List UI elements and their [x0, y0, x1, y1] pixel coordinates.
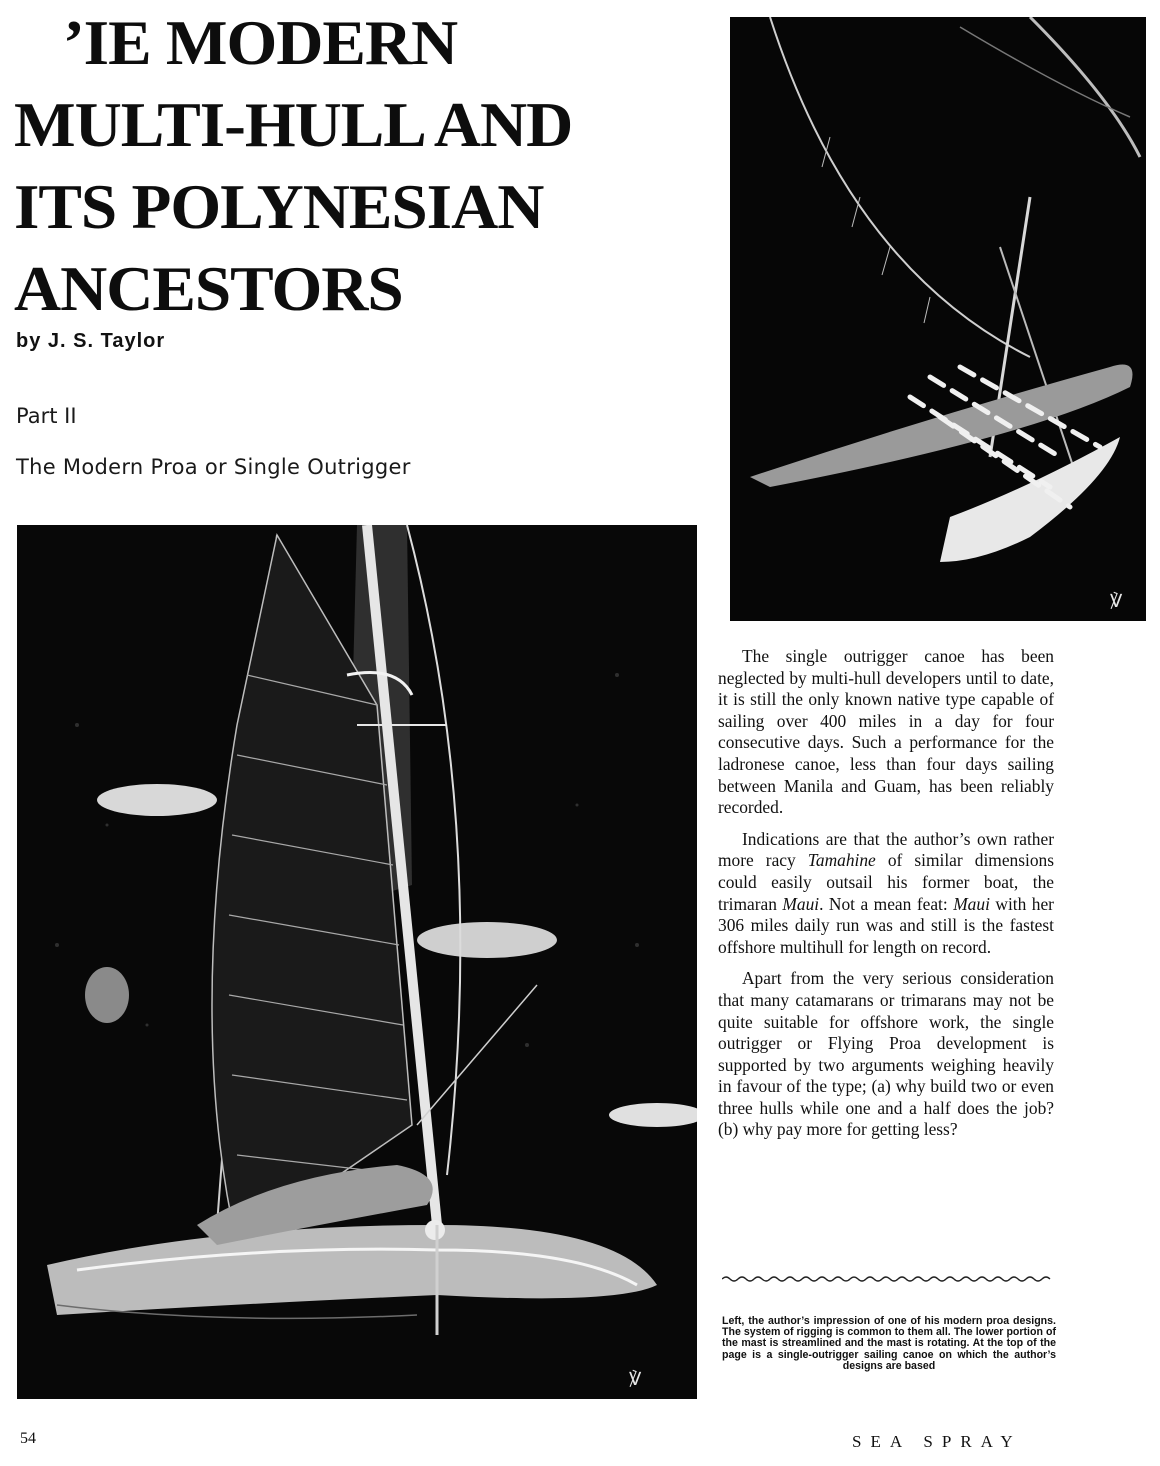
body-paragraph-2-text-g: with her 306 miles daily run was and still is the fastest offshore multihull for length on record.: [718, 893, 1054, 957]
title-line-4: ANCESTORS: [14, 253, 403, 324]
svg-text:℣: ℣: [629, 1369, 642, 1390]
title-line-3: ITS POLYNESIAN: [14, 171, 544, 242]
boat-name-tamahine: Tamahine: [807, 850, 876, 871]
modern-proa-illustration: [17, 525, 697, 1399]
body-paragraph-2-text-a: Indications are that the author’s own rather more racy: [718, 828, 1054, 871]
body-paragraph-2-text-e: . Not a mean feat:: [819, 893, 954, 914]
part-label: Part II: [16, 404, 77, 428]
illustration-caption: Left, the author’s impression of one of his modern proa designs. The system of rigging is common to them all. The lower portion of the mast is streamlined and the mast is rotating. At the top of the page is a single-outrigger sailing canoe on which the author’s designs are based: [722, 1315, 1056, 1372]
body-paragraph-3: Apart from the very serious consideration that many catamarans or trimarans may not be quite suitable for offshore work, the single outrigger or Flying Proa development is supported by two arguments weighing heavily in favour of the type; (a) why build two or even three hulls while one and a half does the job? (b) why pay more for getting less?: [718, 968, 1054, 1140]
page-number: 54: [20, 1430, 36, 1447]
title-line-2: MULTI-HULL AND: [14, 89, 573, 160]
body-paragraph-1: The single outrigger canoe has been neglected by multi-hull developers until to date, it is still the only known native type capable of sailing over 400 miles in a day for four consecutive days. Such a performance for the ladronese canoe, less than four days sailing between Manila and Guam, has been reliably recorded.: [718, 646, 1054, 818]
article-title: [14, 2, 667, 330]
wavy-divider: [722, 1272, 1054, 1286]
boat-name-maui-2: Maui: [953, 893, 990, 914]
article-body: [718, 646, 1054, 1151]
boat-name-maui: Maui: [782, 893, 820, 914]
magazine-name: SEA SPRAY: [852, 1432, 1022, 1451]
svg-text:℣: ℣: [1110, 591, 1123, 612]
title-line-1: ’IE MODERN: [62, 7, 458, 78]
body-paragraph-2: [718, 829, 1054, 959]
byline: by J. S. Taylor: [16, 330, 166, 352]
article-subtitle: The Modern Proa or Single Outrigger: [16, 455, 411, 479]
body-paragraph-2-text-c: of similar dimensions could easily outsail his former boat, the trimaran: [718, 850, 1054, 914]
outrigger-canoe-photo: [730, 17, 1146, 621]
